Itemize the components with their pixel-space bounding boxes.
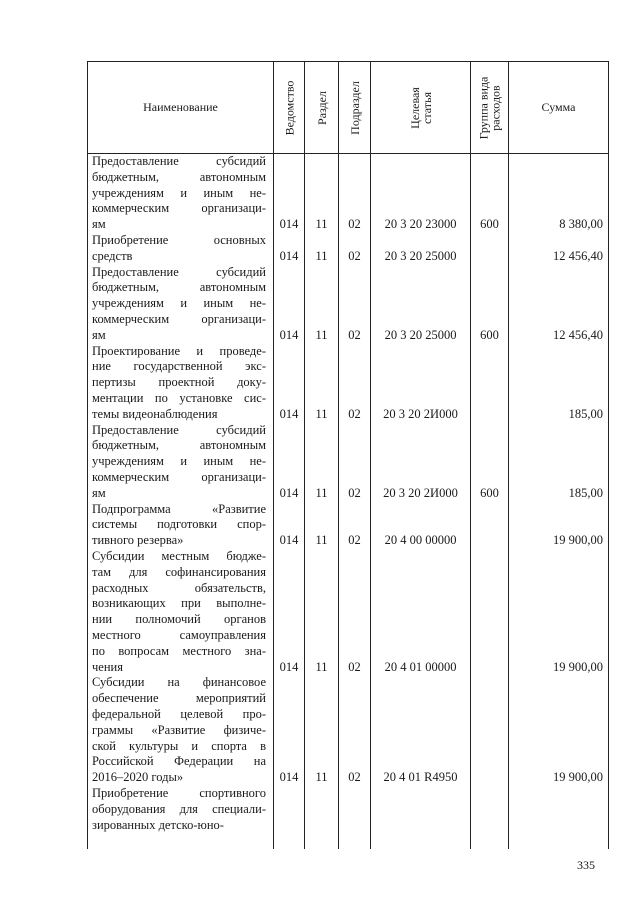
cell-name-line: коммерческим организаци-: [92, 201, 266, 216]
cell-name-line: возникающих при выполне-: [92, 596, 266, 611]
cell-subsection: 02: [348, 485, 361, 500]
cell-name-line: обеспечение мероприятий: [92, 691, 266, 706]
cell-section: 11: [315, 770, 328, 785]
cell-name: [92, 786, 266, 833]
cell-sum: 8 380,00: [559, 217, 603, 232]
cell-name-line: 2016–2020 годы»: [92, 770, 184, 785]
cell-subsection: 02: [348, 406, 361, 421]
cell-name-line: расходных обязательств,: [92, 580, 266, 595]
cell-section: 11: [315, 327, 328, 342]
table-row: [88, 265, 608, 344]
table-row: [88, 675, 608, 786]
header-section-label: Раздел: [314, 90, 329, 125]
table-row: [88, 502, 608, 549]
header-dept: [274, 62, 304, 153]
header-subsection: [339, 62, 370, 153]
cell-name: [92, 233, 266, 265]
cell-name-line: бюджетным, автономным: [92, 169, 266, 184]
page-number: 335: [577, 858, 595, 872]
cell-sum: 19 900,00: [553, 770, 603, 785]
header-sum-label: Сумма: [541, 100, 576, 114]
cell-dept: 014: [279, 248, 299, 263]
table-row: [88, 154, 608, 233]
header-name-label: Наименование: [143, 100, 218, 114]
header-target-line2: статья: [419, 91, 434, 124]
cell-name-line: Предоставление субсидий: [92, 422, 266, 437]
header-dept-label: Ведомство: [282, 80, 297, 135]
cell-name: [92, 265, 266, 344]
cell-section: 11: [315, 533, 328, 548]
table-row: [88, 549, 608, 675]
header-group-line2: расходов: [488, 84, 503, 131]
cell-name-line: Предоставление субсидий: [92, 264, 266, 279]
cell-name: [92, 154, 266, 233]
cell-target: 20 3 20 23000: [384, 217, 457, 232]
cell-group: 600: [480, 327, 499, 342]
cell-target: 20 3 20 25000: [384, 248, 457, 263]
cell-group: 600: [480, 217, 499, 232]
cell-section: 11: [315, 485, 328, 500]
header-group-line1: Группа вида: [476, 76, 491, 139]
cell-name-line: темы видеонаблюдения: [92, 406, 218, 421]
cell-target: 20 3 20 25000: [384, 327, 457, 342]
cell-sum: 12 456,40: [553, 327, 603, 342]
cell-dept: 014: [279, 770, 299, 785]
cell-name-line: коммерческим организаци-: [92, 469, 266, 484]
header-target-label: [408, 87, 432, 129]
cell-name-line: тивного резерва»: [92, 533, 184, 548]
cell-sum: 12 456,40: [553, 248, 603, 263]
cell-name-line: ям: [92, 327, 106, 342]
cell-name-line: граммы «Развитие физиче-: [92, 722, 266, 737]
cell-dept: 014: [279, 485, 299, 500]
cell-dept: 014: [279, 327, 299, 342]
cell-subsection: 02: [348, 770, 361, 785]
cell-name-line: ской культуры и спорта в: [92, 738, 266, 753]
cell-name: [92, 344, 266, 423]
cell-dept: 014: [279, 533, 299, 548]
cell-target: 20 3 20 2И000: [383, 406, 458, 421]
header-target: [371, 62, 470, 153]
cell-dept: 014: [279, 659, 299, 674]
cell-sum: 19 900,00: [553, 659, 603, 674]
cell-section: 11: [315, 248, 328, 263]
header-target-line1: Целевая: [407, 86, 422, 129]
cell-subsection: 02: [348, 327, 361, 342]
cell-name-line: ям: [92, 217, 106, 232]
cell-name-line: Субсидии местным бюдже-: [92, 549, 266, 563]
cell-group: 600: [480, 485, 499, 500]
cell-section: 11: [315, 406, 328, 421]
table-row: [88, 423, 608, 502]
cell-name-line: учреждениям и иным не-: [92, 454, 266, 469]
cell-name-line: Приобретение спортивного: [92, 786, 266, 800]
cell-name-line: ям: [92, 485, 106, 500]
cell-name-line: бюджетным, автономным: [92, 438, 266, 453]
cell-name-line: системы подготовки спор-: [92, 517, 266, 532]
cell-section: 11: [315, 659, 328, 674]
cell-name-line: Приобретение основных: [92, 233, 266, 247]
table-row: [88, 786, 608, 833]
cell-dept: 014: [279, 406, 299, 421]
cell-name-line: Предоставление субсидий: [92, 154, 266, 168]
cell-name-line: учреждениям и иным не-: [92, 185, 266, 200]
cell-target: 20 4 01 00000: [384, 659, 457, 674]
cell-name-line: Подпрограмма «Развитие: [92, 501, 266, 516]
cell-name-line: по вопросам местного зна-: [92, 643, 266, 658]
cell-subsection: 02: [348, 533, 361, 548]
cell-target: 20 4 00 00000: [384, 533, 457, 548]
cell-name-line: ние государственной экс-: [92, 359, 266, 374]
cell-name-line: там для софинансирования: [92, 564, 266, 579]
header-group: [471, 62, 508, 153]
cell-name-line: ментации по установке сис-: [92, 390, 266, 405]
cell-section: 11: [315, 217, 328, 232]
cell-name: [92, 423, 266, 502]
cell-name-line: оборудования для специали-: [92, 801, 266, 816]
cell-name-line: местного самоуправления: [92, 627, 266, 642]
table-row: [88, 233, 608, 265]
cell-name-line: средств: [92, 248, 133, 263]
cell-name: [92, 502, 266, 549]
cell-sum: 19 900,00: [553, 533, 603, 548]
header-subsection-label: Подраздел: [347, 80, 362, 135]
cell-name-line: учреждениям и иным не-: [92, 296, 266, 311]
cell-name-line: нии полномочий органов: [92, 612, 266, 627]
table-row: [88, 344, 608, 423]
cell-name-line: Проектирование и проведе-: [92, 343, 266, 358]
cell-name-line: бюджетным, автономным: [92, 280, 266, 295]
cell-dept: 014: [279, 217, 299, 232]
cell-name-line: Субсидии на финансовое: [92, 675, 266, 690]
cell-name-line: Российской Федерации на: [92, 754, 266, 769]
cell-sum: 185,00: [568, 485, 603, 500]
cell-target: 20 4 01 R4950: [383, 770, 458, 785]
header-group-label: [478, 76, 502, 139]
cell-name-line: пертизы проектной доку-: [92, 375, 266, 390]
cell-name-line: федеральной целевой про-: [92, 706, 266, 721]
cell-name-line: зированных детско-юно-: [92, 817, 224, 832]
cell-target: 20 3 20 2И000: [383, 485, 458, 500]
cell-subsection: 02: [348, 248, 361, 263]
cell-name: [92, 675, 266, 786]
cell-subsection: 02: [348, 659, 361, 674]
header-section: [305, 62, 338, 153]
cell-subsection: 02: [348, 217, 361, 232]
cell-name-line: чения: [92, 659, 123, 674]
cell-name-line: коммерческим организаци-: [92, 311, 266, 326]
cell-name: [92, 549, 266, 675]
header-sum: [509, 62, 608, 153]
budget-table: [87, 61, 609, 849]
cell-sum: 185,00: [568, 406, 603, 421]
header-name: [88, 62, 273, 153]
table-header: [88, 62, 608, 154]
